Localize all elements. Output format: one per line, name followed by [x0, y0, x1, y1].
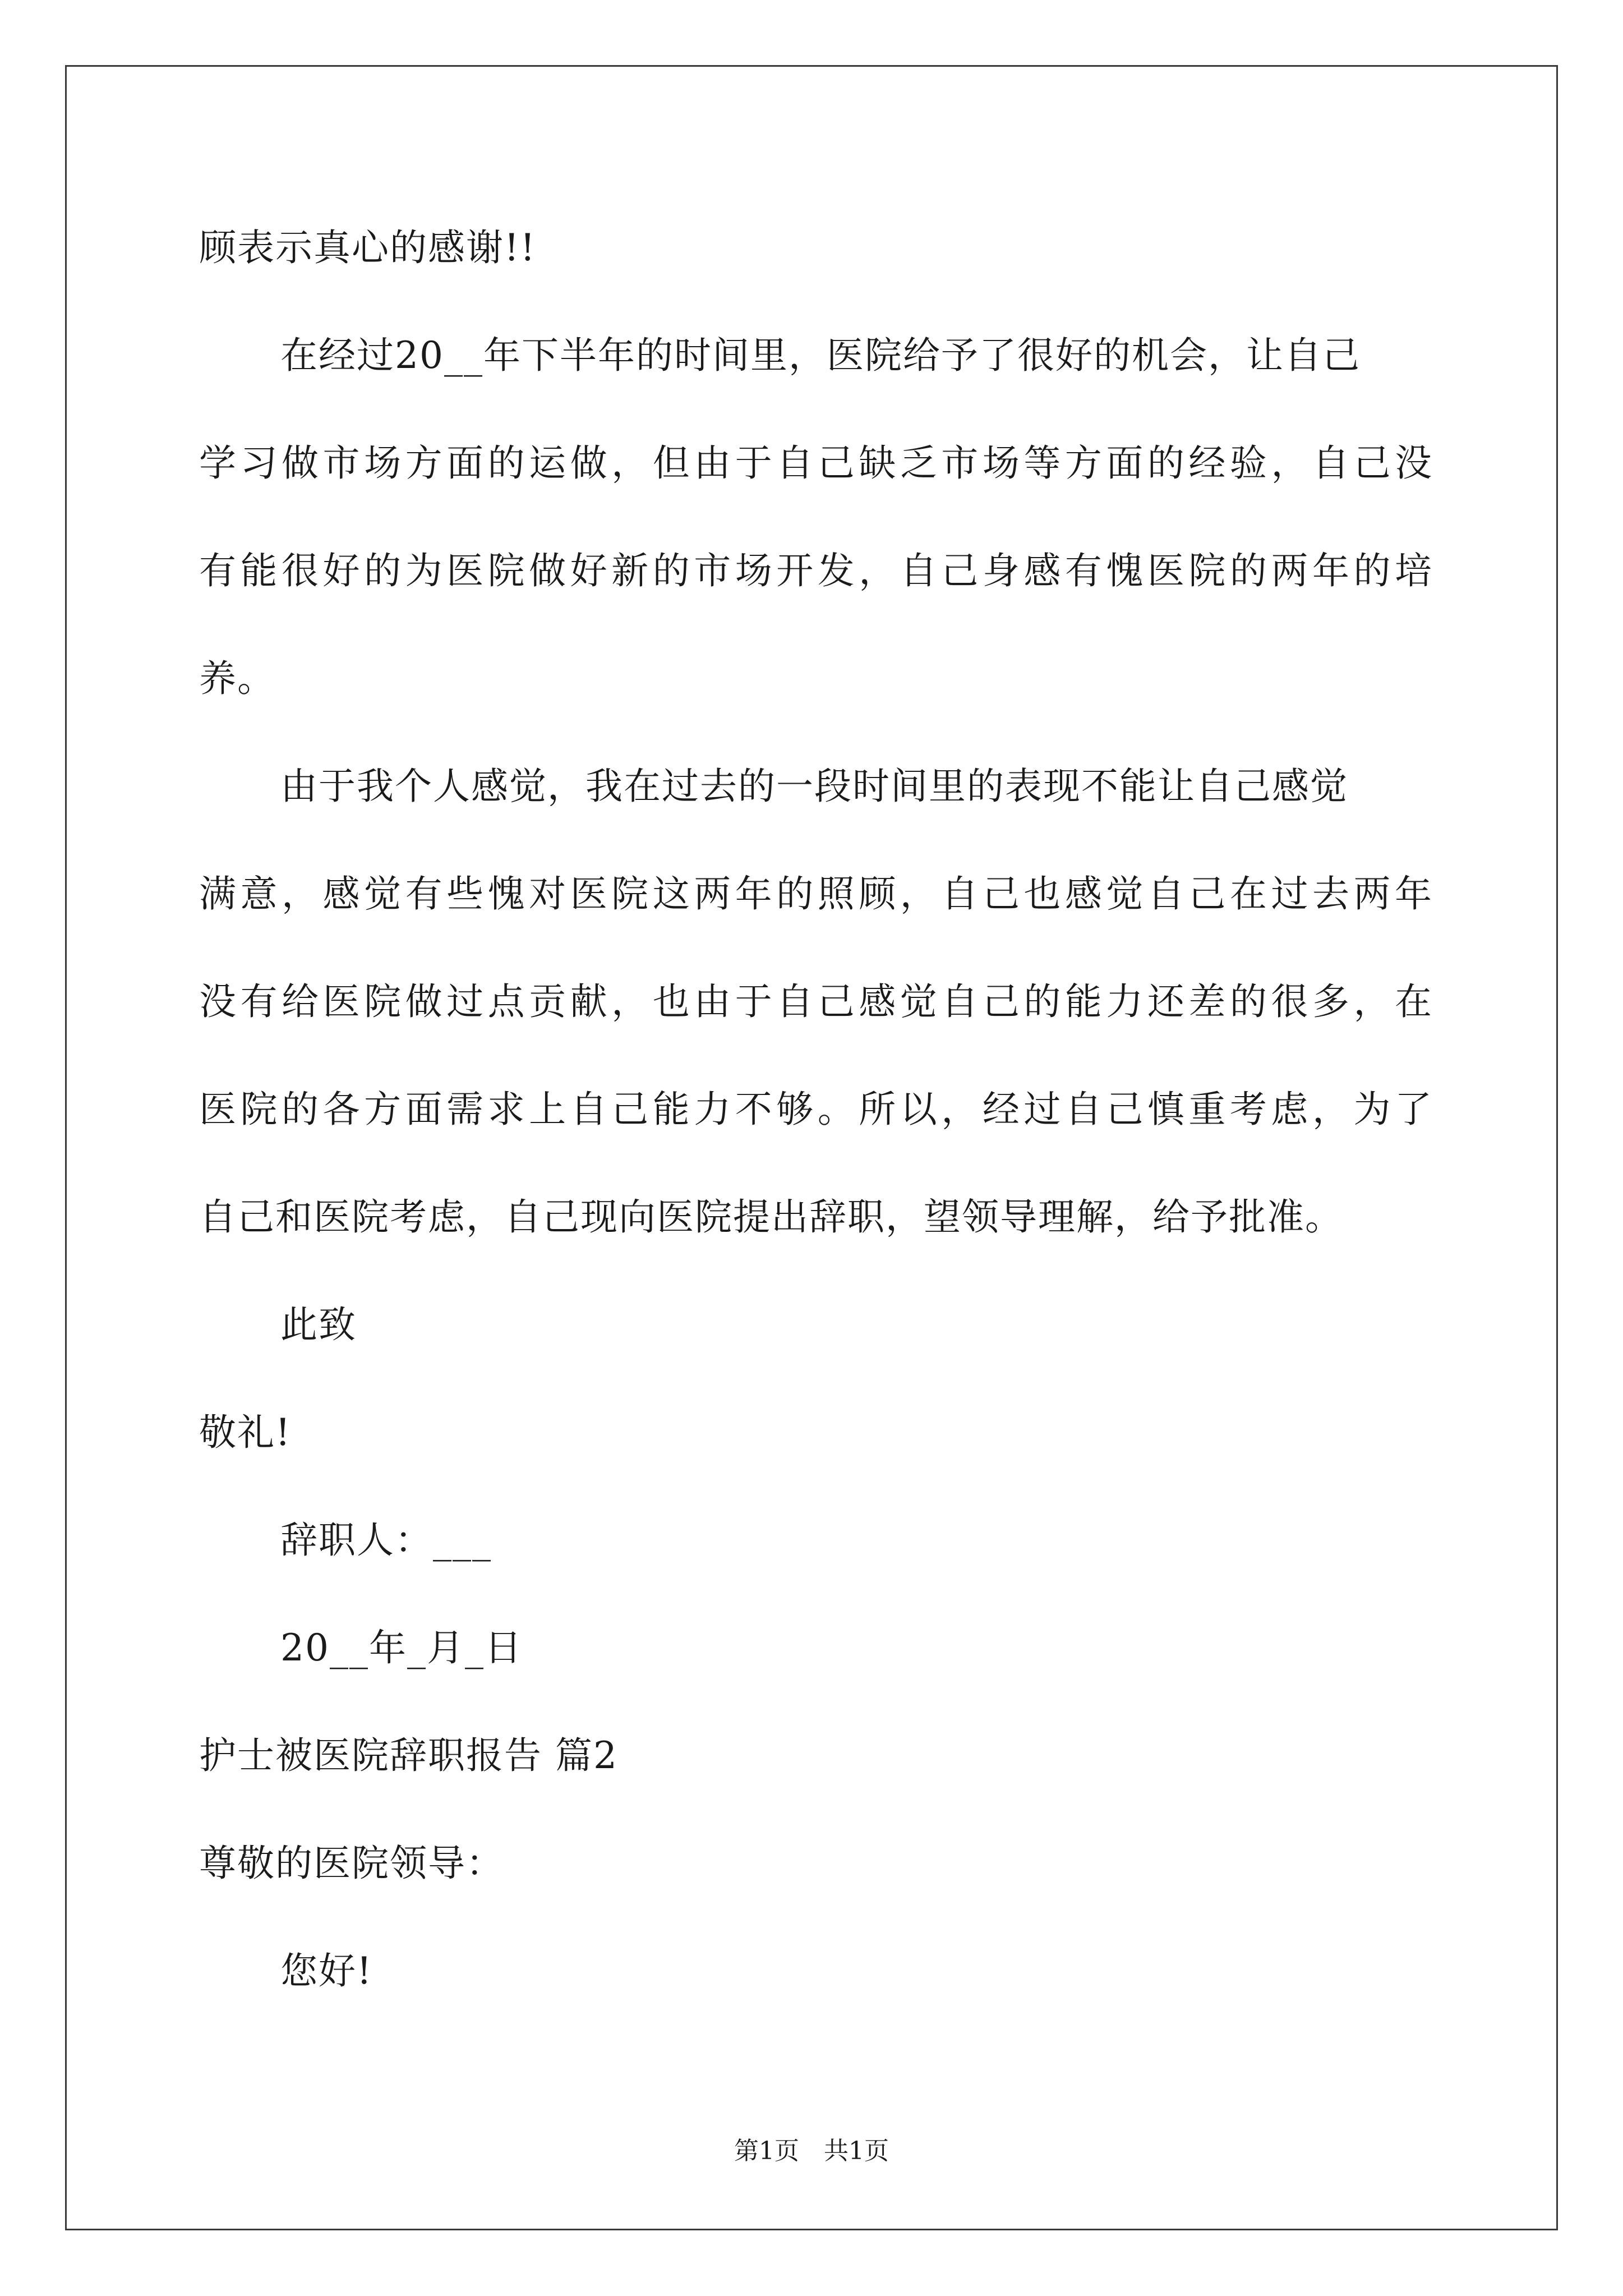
greeting-hello: 您好! [280, 1949, 373, 1993]
section-title: 护士被医院辞职报告 篇2 [199, 1734, 618, 1777]
text-line-5: 养。 [199, 657, 275, 700]
text-line-3: 学习做市场方面的运做，但由于自己缺乏市场等方面的经验，自己没 [199, 441, 1433, 485]
text-line-6: 由于我个人感觉，我在过去的一段时间里的表现不能让自己感觉 [280, 765, 1348, 808]
text-line-7: 满意，感觉有些愧对医院这两年的照顾，自己也感觉自己在过去两年 [199, 872, 1433, 915]
closing-salutation: 此致 [280, 1303, 357, 1346]
text-line-8: 没有给医院做过点贡献，也由于自己感觉自己的能力还差的很多，在 [199, 980, 1433, 1023]
text-line-1: 顾表示真心的感谢!! [199, 226, 537, 269]
page-border [65, 65, 1558, 2230]
greeting-recipient: 尊敬的医院领导： [199, 1842, 504, 1885]
signature-line: 辞职人：___ [280, 1519, 492, 1562]
text-line-2: 在经过20__年下半年的时间里，医院给予了很好的机会，让自己 [280, 334, 1361, 377]
page-footer: 第1页 共1页 [734, 2137, 889, 2165]
text-line-4: 有能很好的为医院做好新的市场开发，自己身感有愧医院的两年的培 [199, 549, 1433, 592]
text-line-10: 自己和医院考虑，自己现向医院提出辞职，望领导理解，给予批准。 [199, 1195, 1343, 1239]
date-line: 20__年_月_日 [280, 1626, 523, 1669]
text-line-9: 医院的各方面需求上自己能力不够。所以，经过自己慎重考虑，为了 [199, 1088, 1433, 1131]
closing-respect: 敬礼! [199, 1411, 292, 1454]
